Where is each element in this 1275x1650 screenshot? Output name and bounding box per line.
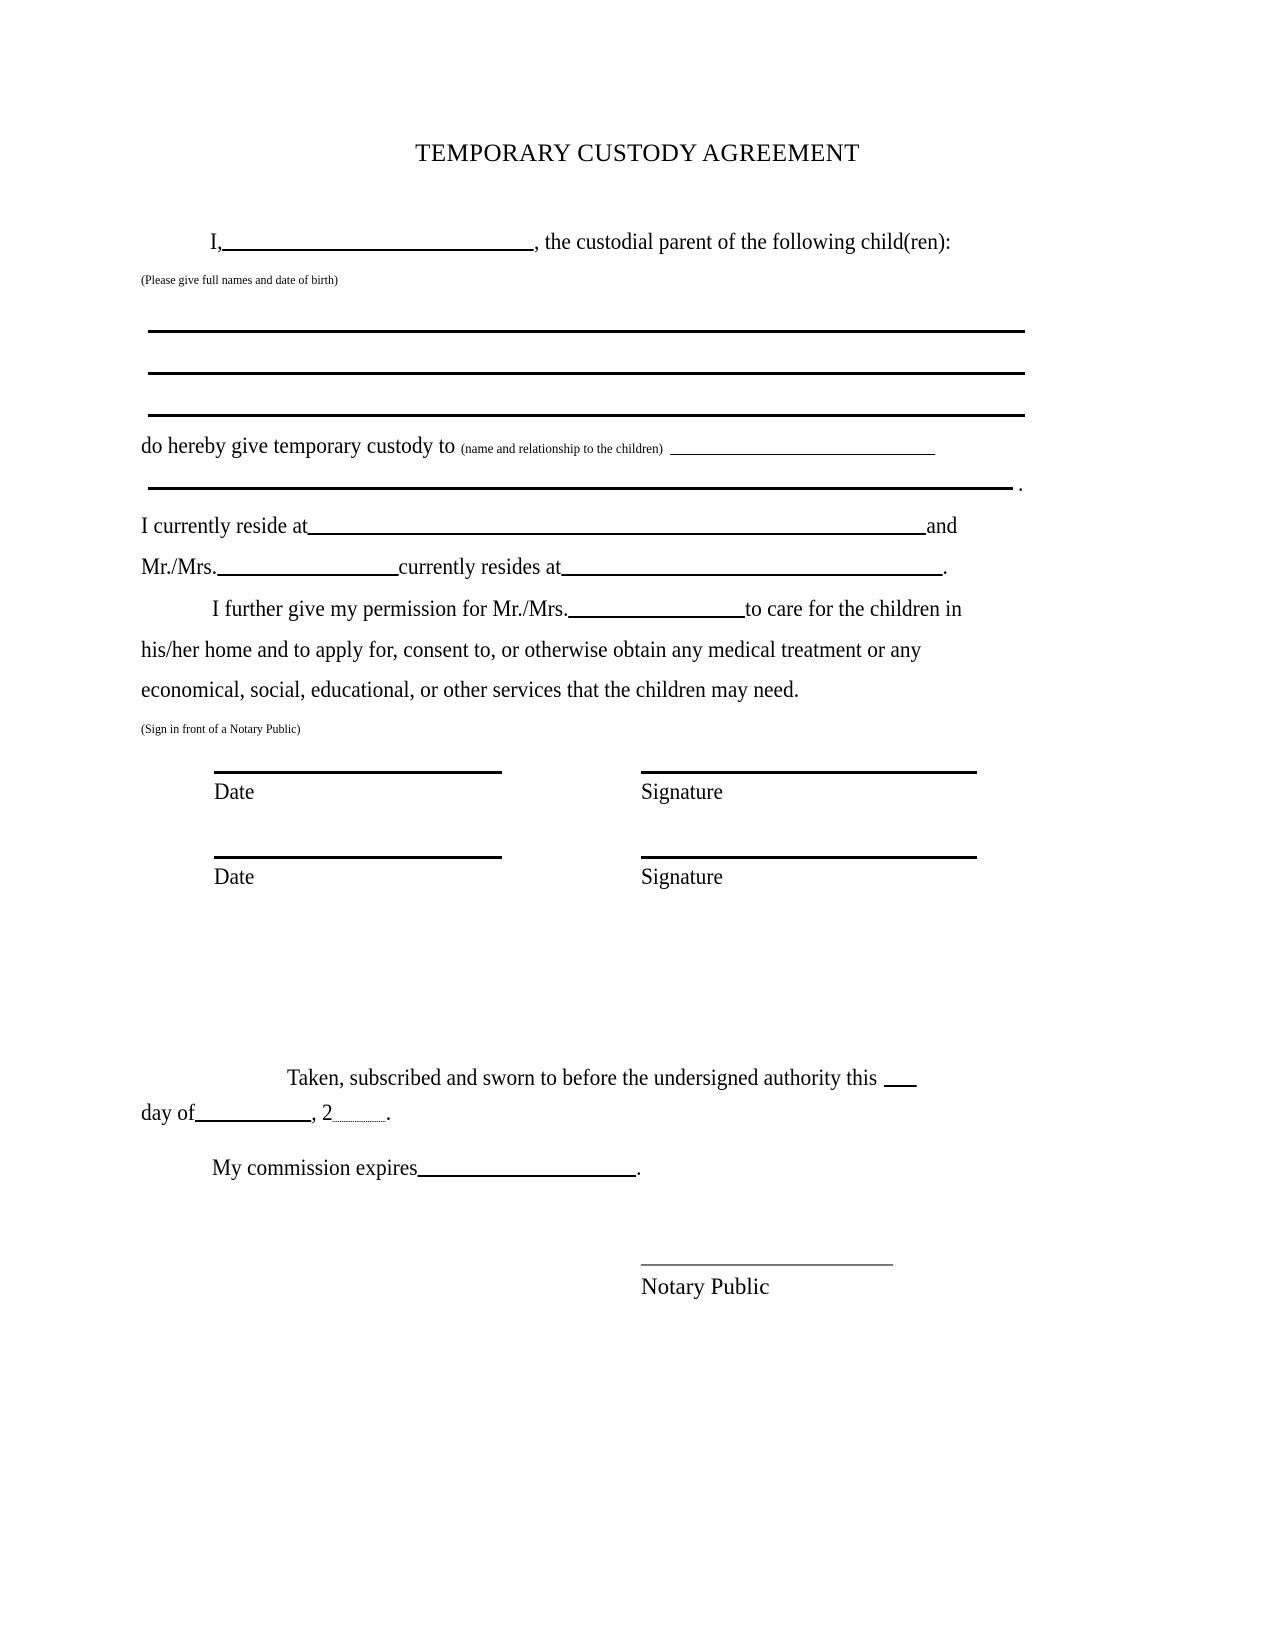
month-blank[interactable] (195, 1098, 311, 1122)
custody-recipient-blank[interactable] (670, 432, 935, 455)
custody-grant-text: do hereby give temporary custody to (141, 432, 456, 458)
current-residence-line (141, 511, 957, 537)
custody-grant-line (141, 432, 935, 457)
caregiver-residence-period: . (942, 553, 948, 579)
my-address-blank[interactable] (308, 511, 926, 535)
commission-expires-label: My commission expires (212, 1154, 418, 1180)
date-label-1: Date (214, 779, 255, 804)
permission-text-after: to care for the children in (745, 595, 962, 621)
reside-and-text: and (926, 512, 958, 538)
children-names-note: (Please give full names and date of birth) (141, 272, 338, 287)
notary-public-label: Notary Public (641, 1274, 770, 1299)
page-title: TEMPORARY CUSTODY AGREEMENT (415, 140, 860, 167)
sworn-statement-text: Taken, subscribed and sworn to before the undersigned authority this (287, 1064, 878, 1090)
sworn-day-blank[interactable] (884, 1063, 917, 1087)
sworn-period: . (385, 1099, 392, 1125)
caregiver-name-blank-2[interactable] (568, 594, 745, 618)
date-label-2: Date (214, 864, 255, 889)
commission-expires-line (212, 1153, 641, 1179)
caregiver-name-blank-1[interactable] (217, 552, 398, 576)
sworn-statement-line-1 (287, 1063, 916, 1089)
signature-label-2: Signature (641, 864, 723, 889)
signature-line-1[interactable] (641, 771, 977, 774)
child-name-line-3[interactable] (148, 414, 1025, 417)
year-blank[interactable] (333, 1099, 386, 1122)
signature-label-1: Signature (641, 779, 723, 804)
year-prefix: , 2 (311, 1099, 333, 1125)
mr-mrs-label-1: Mr./Mrs. (141, 553, 218, 579)
child-name-line-1[interactable] (148, 330, 1025, 333)
sign-notary-note: (Sign in front of a Notary Public) (141, 721, 301, 736)
intro-lead: I, (210, 228, 223, 254)
sworn-statement-line-2 (141, 1098, 391, 1124)
signature-line-2[interactable] (641, 856, 977, 859)
custody-recipient-line-2[interactable] (148, 487, 1013, 490)
child-name-line-2[interactable] (148, 372, 1025, 375)
permission-line-2: his/her home and to apply for, consent to, or otherwise obtain any medical treatment or any (141, 637, 922, 662)
permission-line-3: economical, social, educational, or other services that the children may need. (141, 677, 800, 702)
permission-line-1 (212, 594, 962, 620)
intro-line (210, 227, 951, 253)
permission-text-before: I further give my permission for Mr./Mrs. (212, 595, 569, 621)
custodial-parent-name-blank[interactable] (222, 227, 534, 251)
custody-parenthetical: (name and relationship to the children) (460, 441, 663, 457)
date-line-2[interactable] (214, 856, 502, 859)
notary-signature-line[interactable]: ________________________ (641, 1244, 893, 1268)
date-line-1[interactable] (214, 771, 502, 774)
intro-trailing-text: , the custodial parent of the following child(ren): (534, 228, 952, 254)
custody-period: . (1018, 471, 1024, 496)
day-of-label: day of (141, 1099, 196, 1125)
commission-period: . (636, 1154, 642, 1180)
resides-text: currently resides at (398, 553, 562, 579)
commission-expiry-blank[interactable] (418, 1153, 637, 1177)
reside-label: I currently reside at (141, 512, 308, 538)
caregiver-address-blank[interactable] (561, 552, 942, 576)
caregiver-residence-line (141, 552, 948, 578)
